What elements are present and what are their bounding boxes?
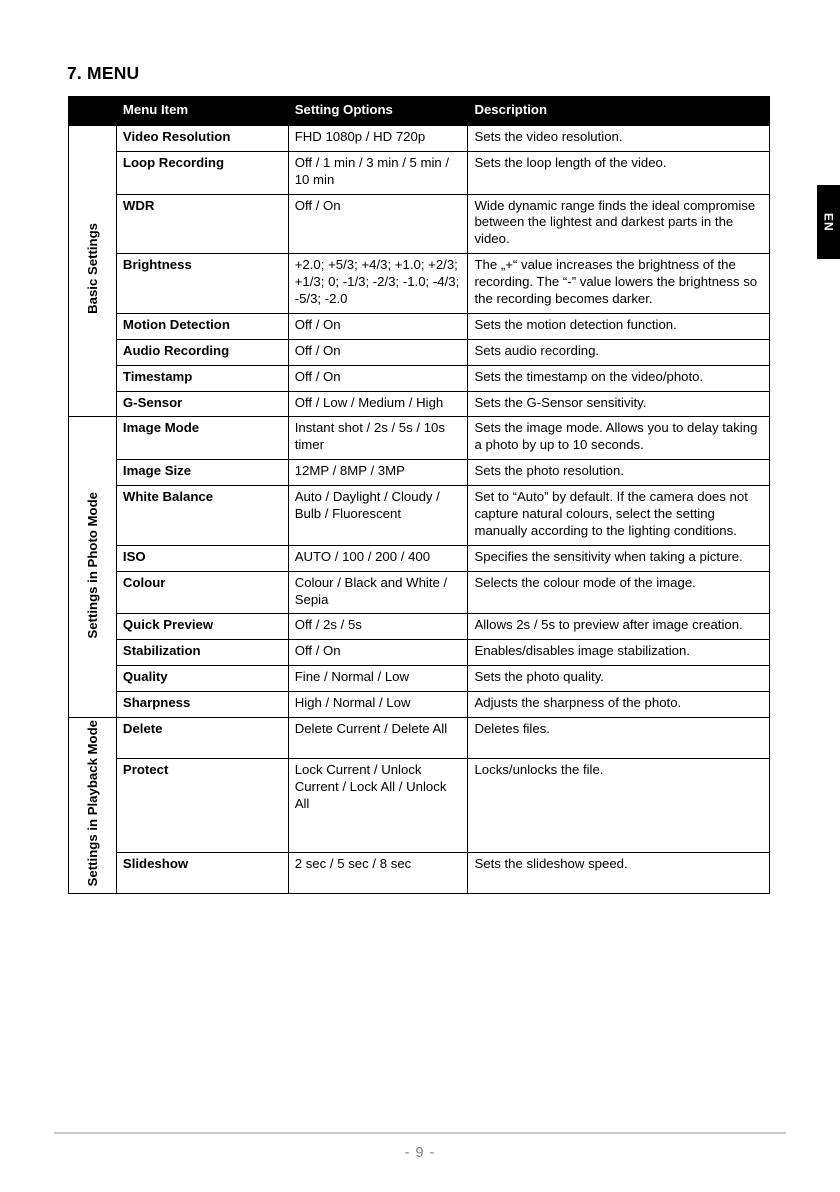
table-row — [69, 718, 770, 759]
description-cell: Sets the photo quality. — [468, 666, 770, 692]
setting-options-cell: +2.0; +5/3; +4/3; +1.0; +2/3; +1/3; 0; -1/3; -2/3; -1.0; -4/3; -5/3; -2.0 — [288, 254, 468, 314]
section-label-cell — [69, 718, 117, 894]
menu-item-cell: Brightness — [116, 254, 288, 314]
menu-item-cell: Video Resolution — [116, 125, 288, 151]
setting-options-cell: Fine / Normal / Low — [288, 666, 468, 692]
description-cell: The „+“ value increases the brightness of the recording. The “-” value lowers the brightness so the recording becomes darker. — [468, 254, 770, 314]
setting-options-cell: Off / On — [288, 640, 468, 666]
setting-options-cell: Off / On — [288, 194, 468, 254]
footer-rule — [54, 1132, 786, 1134]
section-label-cell — [69, 125, 117, 417]
description-cell: Deletes files. — [468, 718, 770, 759]
table-row — [69, 254, 770, 314]
description-cell: Specifies the sensitivity when taking a picture. — [468, 545, 770, 571]
table-row — [69, 692, 770, 718]
setting-options-cell: 2 sec / 5 sec / 8 sec — [288, 853, 468, 894]
description-cell: Enables/disables image stabilization. — [468, 640, 770, 666]
menu-item-cell: ISO — [116, 545, 288, 571]
description-cell: Set to “Auto” by default. If the camera does not capture natural colours, select the setting manually according to the lighting conditions. — [468, 486, 770, 546]
description-cell: Allows 2s / 5s to preview after image creation. — [468, 614, 770, 640]
section-label: Settings in Photo Mode — [84, 491, 100, 639]
menu-item-cell: Image Size — [116, 460, 288, 486]
description-cell: Sets the timestamp on the video/photo. — [468, 365, 770, 391]
description-cell: Sets the G-Sensor sensitivity. — [468, 391, 770, 417]
table-row — [69, 571, 770, 614]
table-row — [69, 417, 770, 460]
description-cell: Sets audio recording. — [468, 339, 770, 365]
setting-options-cell: Off / On — [288, 365, 468, 391]
menu-item-cell: Sharpness — [116, 692, 288, 718]
menu-item-cell: White Balance — [116, 486, 288, 546]
table-row — [69, 151, 770, 194]
header-row — [69, 97, 770, 126]
menu-item-cell: Timestamp — [116, 365, 288, 391]
table-row — [69, 460, 770, 486]
table-row — [69, 640, 770, 666]
table-row — [69, 125, 770, 151]
menu-item-cell: Slideshow — [116, 853, 288, 894]
setting-options-cell: Off / 1 min / 3 min / 5 min / 10 min — [288, 151, 468, 194]
description-cell: Sets the photo resolution. — [468, 460, 770, 486]
menu-table-body — [69, 125, 770, 893]
language-tab-label: EN — [821, 212, 836, 232]
description-cell: Sets the slideshow speed. — [468, 853, 770, 894]
table-row — [69, 486, 770, 546]
page-title: 7. MENU — [67, 63, 140, 83]
setting-options-cell: Instant shot / 2s / 5s / 10s timer — [288, 417, 468, 460]
table-row — [69, 194, 770, 254]
section-label: Basic Settings — [84, 223, 100, 315]
description-cell: Wide dynamic range finds the ideal compromise between the lightest and darkest parts in the video. — [468, 194, 770, 254]
description-cell: Adjusts the sharpness of the photo. — [468, 692, 770, 718]
menu-item-cell: Protect — [116, 758, 288, 852]
menu-item-cell: Loop Recording — [116, 151, 288, 194]
table-row — [69, 313, 770, 339]
setting-options-cell: High / Normal / Low — [288, 692, 468, 718]
menu-table — [68, 96, 770, 894]
menu-item-cell: Colour — [116, 571, 288, 614]
setting-options-cell: Off / Low / Medium / High — [288, 391, 468, 417]
page-number: - 9 - — [404, 1145, 436, 1161]
section-label: Settings in Playback Mode — [84, 720, 100, 887]
table-row — [69, 545, 770, 571]
setting-options-cell: Colour / Black and White / Sepia — [288, 571, 468, 614]
setting-options-cell: FHD 1080p / HD 720p — [288, 125, 468, 151]
menu-item-cell: Image Mode — [116, 417, 288, 460]
menu-item-cell: WDR — [116, 194, 288, 254]
section-label-cell — [69, 417, 117, 718]
description-cell: Sets the loop length of the video. — [468, 151, 770, 194]
table-row — [69, 391, 770, 417]
table-row — [69, 339, 770, 365]
setting-options-cell: AUTO / 100 / 200 / 400 — [288, 545, 468, 571]
header-description: Description — [468, 97, 770, 126]
setting-options-cell: Lock Current / Unlock Current / Lock All / Unlock All — [288, 758, 468, 852]
header-spacer-cell — [69, 97, 117, 126]
setting-options-cell: Delete Current / Delete All — [288, 718, 468, 759]
setting-options-cell: Off / 2s / 5s — [288, 614, 468, 640]
table-row — [69, 758, 770, 852]
description-cell: Locks/unlocks the file. — [468, 758, 770, 852]
menu-item-cell: Audio Recording — [116, 339, 288, 365]
menu-item-cell: Quick Preview — [116, 614, 288, 640]
menu-item-cell: G-Sensor — [116, 391, 288, 417]
description-cell: Sets the image mode. Allows you to delay taking a photo by up to 10 seconds. — [468, 417, 770, 460]
setting-options-cell: Off / On — [288, 313, 468, 339]
header-menu-item: Menu Item — [116, 97, 288, 126]
description-cell: Selects the colour mode of the image. — [468, 571, 770, 614]
menu-item-cell: Delete — [116, 718, 288, 759]
table-row — [69, 365, 770, 391]
header-setting-options: Setting Options — [288, 97, 468, 126]
setting-options-cell: 12MP / 8MP / 3MP — [288, 460, 468, 486]
language-tab — [817, 185, 840, 259]
table-row — [69, 614, 770, 640]
setting-options-cell: Auto / Daylight / Cloudy / Bulb / Fluorescent — [288, 486, 468, 546]
menu-table-header — [69, 97, 770, 126]
menu-item-cell: Motion Detection — [116, 313, 288, 339]
description-cell: Sets the video resolution. — [468, 125, 770, 151]
table-row — [69, 666, 770, 692]
setting-options-cell: Off / On — [288, 339, 468, 365]
menu-item-cell: Stabilization — [116, 640, 288, 666]
table-row — [69, 853, 770, 894]
description-cell: Sets the motion detection function. — [468, 313, 770, 339]
menu-item-cell: Quality — [116, 666, 288, 692]
